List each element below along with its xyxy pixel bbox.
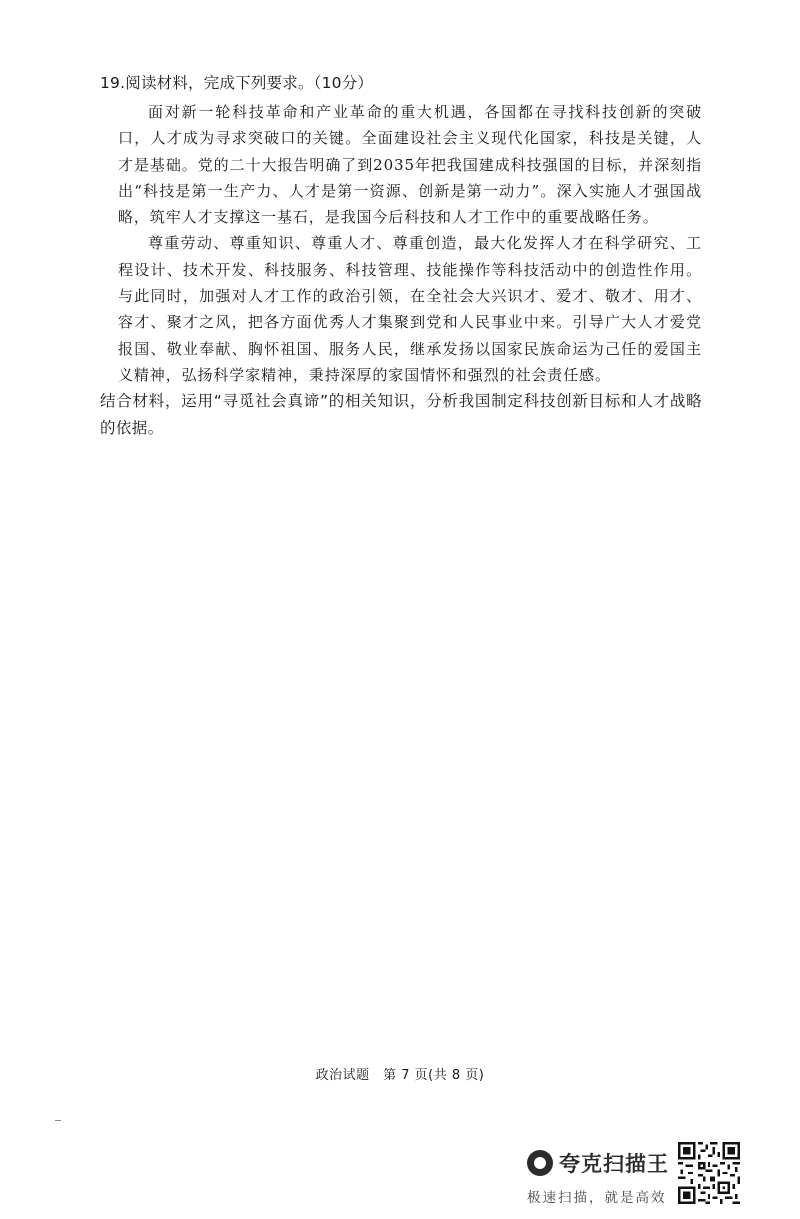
material-paragraph-2: 尊重劳动、尊重知识、尊重人才、尊重创造，最大化发挥人才在科学研究、工程设计、技术开发、科技服务、科技管理、技能操作等科技活动中的创造性作用。与此同时，加强对人才工作的政治引领，在全社会大兴识才、爱才、敬才、用才、容才、聚才之风，把各方面优秀人才集聚到党和人民事业中来。引导广大人才爱党报国、敬业奉献、胸怀祖国、服务人民，继承发扬以国家民族命运为己任的爱国主义精神，弘扬科学家精神，秉持深厚的家国情怀和强烈的社会责任感。: [118, 234, 702, 384]
material-block: [100, 99, 702, 388]
question-requirement: 结合材料，运用“寻觅社会真谛”的相关知识，分析我国制定科技创新目标和人才战略的依据。: [100, 392, 702, 438]
page-footer: 政治试题 第 7 页(共 8 页): [315, 1068, 485, 1083]
watermark-brand: 夸克扫描王: [559, 1152, 669, 1176]
quark-logo-icon: [527, 1150, 553, 1176]
scan-mark: [55, 1120, 61, 1121]
qr-code-icon: [678, 1142, 740, 1204]
scanner-watermark: [523, 1142, 743, 1208]
watermark-slogan: 极速扫描，就是高效: [527, 1190, 667, 1206]
material-paragraph-1: 面对新一轮科技革命和产业革命的重大机遇，各国都在寻找科技创新的突破口，人才成为寻求突破口的关键。全面建设社会主义现代化国家，科技是关键，人才是基础。党的二十大报告明确了到2035年把我国建成科技强国的目标，并深刻指出“科技是第一生产力、人才是第一资源、创新是第一动力”。深入实施人才强国战略，筑牢人才支撑这一基石，是我国今后科技和人才工作中的重要战略任务。: [118, 103, 702, 227]
question-19: [100, 70, 702, 442]
question-title: 19.阅读材料，完成下列要求。（10分）: [100, 74, 374, 92]
